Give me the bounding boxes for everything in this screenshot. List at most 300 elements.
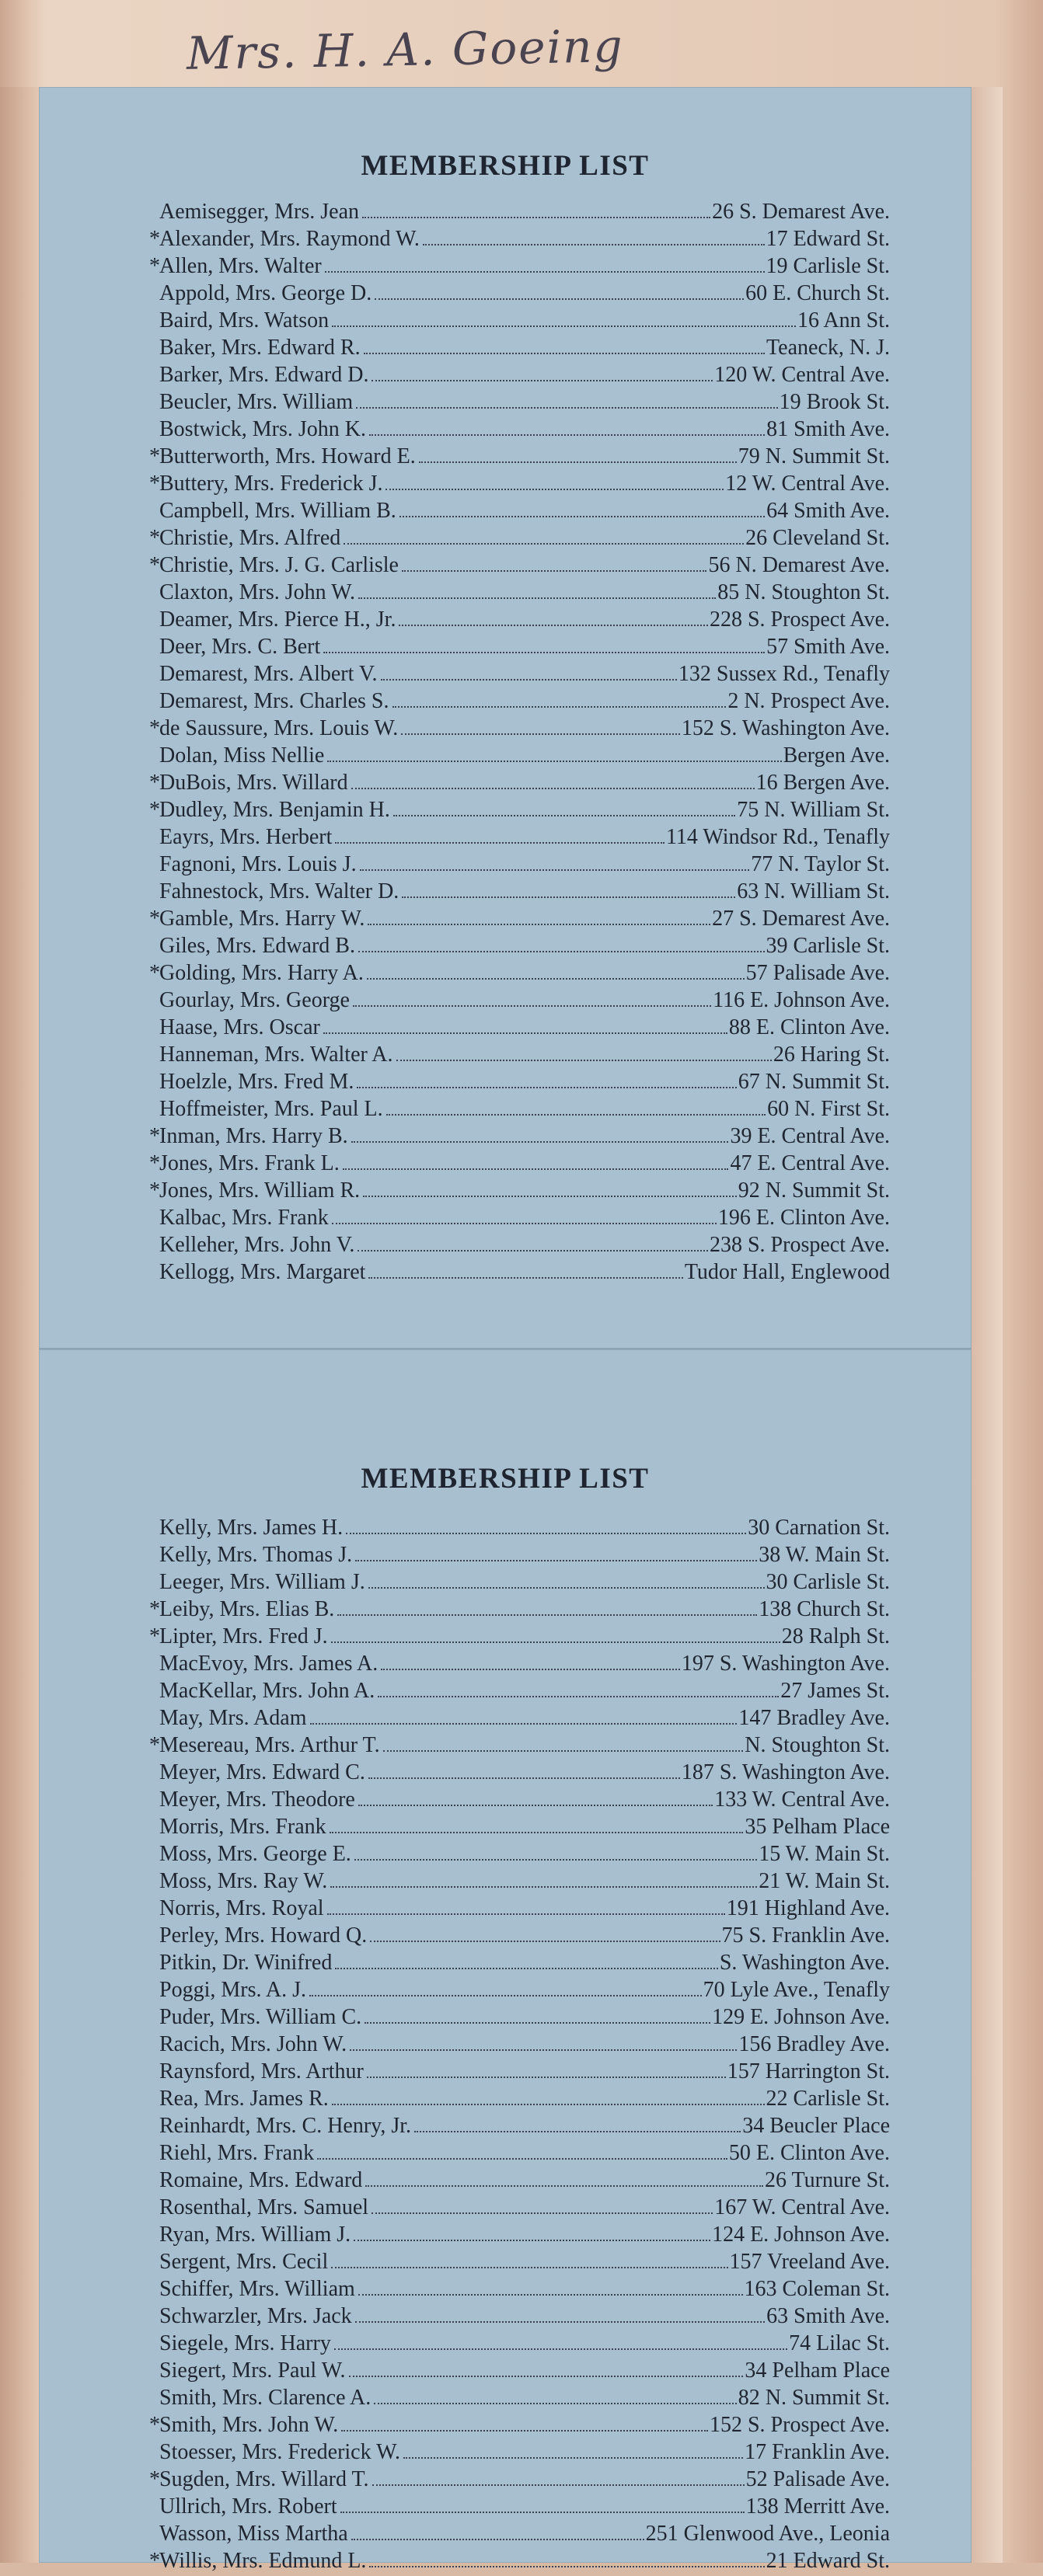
member-star-marker: * (149, 2467, 160, 2491)
leader-dots (358, 2294, 743, 2296)
member-name: Meyer, Mrs. Edward C. (159, 1760, 365, 1784)
member-address: 60 E. Church St. (745, 281, 890, 305)
member-star-marker: * (149, 227, 160, 251)
member-address: 163 Coleman St. (744, 2277, 890, 2301)
member-address: 35 Pelham Place (745, 1815, 890, 1839)
leader-dots (403, 2457, 743, 2459)
member-address: 21 Edward St. (766, 2549, 890, 2573)
leader-dots (309, 1995, 702, 1996)
leader-dots (358, 1805, 713, 1806)
member-name: Deamer, Mrs. Pierce H., Jr. (159, 607, 396, 632)
member-address: 28 Ralph St. (781, 1624, 890, 1648)
member-name: Christie, Mrs. J. G. Carlisle (159, 553, 399, 577)
leader-dots (360, 869, 750, 871)
member-entry (159, 1652, 890, 1679)
member-entry (159, 2059, 890, 2087)
leader-dots (375, 298, 744, 300)
member-name: Willis, Mrs. Edmund L. (159, 2549, 367, 2573)
member-name: Kelly, Mrs. Thomas J. (159, 1543, 353, 1567)
member-name: Demarest, Mrs. Albert V. (159, 662, 378, 686)
member-entry (159, 2168, 890, 2195)
member-address: 92 N. Summit St. (738, 1178, 890, 1203)
member-entry (149, 1733, 890, 1760)
leader-dots (325, 271, 765, 273)
member-entry (159, 988, 890, 1015)
leader-dots (393, 815, 735, 816)
member-name: Haase, Mrs. Oscar (159, 1015, 320, 1039)
member-name: Ullrich, Mrs. Robert (159, 2494, 337, 2519)
member-address: 251 Glenwood Ave., Leonia (645, 2522, 890, 2546)
member-entry (159, 580, 890, 607)
member-entry (159, 1896, 890, 1923)
member-entry (149, 254, 890, 281)
leader-dots (346, 1533, 746, 1534)
member-address: 50 E. Clinton Ave. (728, 2141, 890, 2165)
member-address: 67 N. Summit St. (738, 1070, 890, 1094)
leader-dots (370, 1941, 720, 1942)
member-address: 152 S. Prospect Ave. (709, 2413, 890, 2437)
leader-dots (369, 434, 765, 436)
leader-dots (399, 625, 708, 626)
member-entry (159, 1097, 890, 1124)
member-address: 52 Palisade Ave. (745, 2467, 890, 2491)
leader-dots (331, 2267, 727, 2268)
member-name: Hanneman, Mrs. Walter A. (159, 1043, 393, 1067)
member-entry (159, 2440, 890, 2467)
member-address: 60 N. First St. (767, 1097, 890, 1121)
member-name: Sugden, Mrs. Willard T. (159, 2467, 369, 2491)
member-entry (149, 526, 890, 553)
member-star-marker: * (149, 2413, 160, 2437)
leader-dots (374, 2403, 737, 2404)
member-name: Christie, Mrs. Alfred (159, 526, 341, 550)
member-name: Campbell, Mrs. William B. (159, 499, 396, 523)
member-address: 19 Brook St. (779, 390, 890, 414)
member-entry (159, 825, 890, 852)
leader-dots (368, 1777, 680, 1779)
member-address: Teaneck, N. J. (766, 336, 890, 360)
member-address: 70 Lyle Ave., Tenafly (703, 1978, 890, 2002)
member-name: Dudley, Mrs. Benjamin H. (159, 798, 390, 822)
member-entry (159, 2032, 890, 2059)
member-address: 157 Vreeland Ave. (729, 2250, 890, 2274)
leader-dots (402, 896, 735, 898)
member-entry (159, 2195, 890, 2223)
leader-dots (358, 1250, 708, 1251)
member-address: 120 W. Central Ave. (714, 363, 890, 387)
member-star-marker: * (149, 444, 160, 468)
member-address: 39 Carlisle St. (766, 934, 890, 958)
member-entry (159, 200, 890, 227)
member-star-marker: * (149, 798, 160, 822)
member-entry (159, 2331, 890, 2358)
leader-dots (332, 1223, 717, 1224)
member-entry (159, 1978, 890, 2005)
paper-left-edge (0, 87, 39, 2563)
member-address: 79 N. Summit St. (738, 444, 890, 468)
member-entry (149, 2467, 890, 2494)
member-name: Eayrs, Mrs. Herbert (159, 825, 333, 849)
leader-dots (356, 407, 777, 409)
member-name: Reinhardt, Mrs. C. Henry, Jr. (159, 2114, 412, 2138)
member-entry (159, 2223, 890, 2250)
member-name: Racich, Mrs. John W. (159, 2032, 347, 2056)
member-address: 238 S. Prospect Ave. (709, 1233, 890, 1257)
member-star-marker: * (149, 961, 160, 985)
member-name: Buttery, Mrs. Frederick J. (159, 472, 383, 496)
leader-dots (381, 679, 677, 681)
leader-dots (350, 2049, 737, 2051)
member-address: 2 N. Prospect Ave. (727, 689, 890, 713)
member-star-marker: * (149, 1597, 160, 1621)
member-name: Smith, Mrs. John W. (159, 2413, 339, 2437)
member-name: Butterworth, Mrs. Howard E. (159, 444, 416, 468)
member-address: 138 Church St. (759, 1597, 890, 1621)
member-star-marker: * (149, 526, 160, 550)
member-address: 27 James St. (780, 1679, 890, 1703)
member-address: Bergen Ave. (783, 743, 890, 768)
member-entry (159, 934, 890, 961)
member-address: 15 W. Main St. (759, 1842, 890, 1866)
member-name: Fahnestock, Mrs. Walter D. (159, 879, 399, 903)
member-address: 82 N. Summit St. (738, 2386, 890, 2410)
leader-dots (419, 461, 737, 463)
member-name: MacEvoy, Mrs. James A. (159, 1652, 378, 1676)
member-entry (159, 336, 890, 363)
leader-dots (368, 1587, 765, 1589)
leader-dots (335, 842, 665, 844)
member-entry (159, 1070, 890, 1097)
member-address: 114 Windsor Rd., Tenafly (665, 825, 890, 849)
member-entry (159, 1815, 890, 1842)
member-name: Leiby, Mrs. Elias B. (159, 1597, 335, 1621)
leader-dots (341, 2430, 708, 2432)
leader-dots (367, 978, 745, 980)
member-address: 147 Bradley Ave. (738, 1706, 890, 1730)
member-address: 85 N. Stoughton St. (717, 580, 890, 604)
leader-dots (423, 244, 765, 245)
member-address: 132 Sussex Rd., Tenafly (678, 662, 890, 686)
leader-dots (368, 1277, 682, 1279)
member-star-marker: * (149, 716, 160, 740)
member-name: Rosenthal, Mrs. Samuel (159, 2195, 369, 2219)
member-name: Kelleher, Mrs. John V. (159, 1233, 355, 1257)
member-address: 56 N. Demarest Ave. (708, 553, 890, 577)
member-star-marker: * (149, 907, 160, 931)
member-entry (159, 635, 890, 662)
leader-dots (335, 1968, 717, 1969)
member-entry (159, 1260, 890, 1287)
member-name: Moss, Mrs. Ray W. (159, 1869, 328, 1893)
member-address: 81 Smith Ave. (766, 417, 890, 441)
member-name: Pitkin, Dr. Winifred (159, 1951, 333, 1975)
member-entry (159, 607, 890, 635)
member-address: 75 S. Franklin Ave. (721, 1923, 890, 1948)
member-address: 30 Carlisle St. (766, 1570, 890, 1594)
member-entry (149, 716, 890, 743)
member-name: Appold, Mrs. George D. (159, 281, 372, 305)
member-name: Morris, Mrs. Frank (159, 1815, 326, 1839)
leader-dots (362, 217, 710, 218)
leader-dots (383, 1750, 744, 1752)
leader-dots (344, 543, 744, 545)
paper-right-edge (971, 87, 1003, 2563)
member-address: 63 N. William St. (737, 879, 890, 903)
member-address: 152 S. Washington Ave. (681, 716, 890, 740)
member-entry (159, 1788, 890, 1815)
member-entry (159, 2386, 890, 2413)
leader-dots (358, 951, 765, 952)
member-address: 30 Carnation St. (748, 1516, 890, 1540)
leader-dots (332, 325, 796, 327)
member-entry (149, 553, 890, 580)
leader-dots (369, 2566, 764, 2567)
member-address: 57 Smith Ave. (766, 635, 890, 659)
member-name: Deer, Mrs. C. Bert (159, 635, 321, 659)
member-star-marker: * (149, 1178, 160, 1203)
member-entry (159, 879, 890, 907)
member-entry (159, 1842, 890, 1869)
member-name: Perley, Mrs. Howard Q. (159, 1923, 368, 1948)
leader-dots (332, 2104, 765, 2105)
leader-dots (323, 1032, 727, 1034)
member-address: 19 Carlisle St. (766, 254, 890, 278)
member-address: 191 Highland Ave. (726, 1896, 890, 1920)
member-entry (149, 1178, 890, 1206)
leader-dots (353, 1005, 711, 1007)
member-address: 26 Cleveland St. (745, 526, 890, 550)
leader-dots (392, 706, 727, 708)
member-name: Siegert, Mrs. Paul W. (159, 2358, 346, 2383)
leader-dots (368, 924, 710, 925)
leader-dots (355, 1560, 757, 1561)
leader-dots (396, 1060, 772, 1061)
leader-dots (357, 1087, 736, 1088)
member-name: Golding, Mrs. Harry A. (159, 961, 364, 985)
member-address: 77 N. Taylor St. (751, 852, 890, 876)
leader-dots (330, 1832, 744, 1833)
member-entry (159, 281, 890, 308)
member-entry (159, 2005, 890, 2032)
member-name: Gourlay, Mrs. George (159, 988, 350, 1012)
leader-dots (386, 1114, 766, 1116)
leader-dots (365, 2022, 710, 2024)
member-address: 22 Carlisle St. (766, 2087, 890, 2111)
member-name: Sergent, Mrs. Cecil (159, 2250, 329, 2274)
member-name: Inman, Mrs. Harry B. (159, 1124, 348, 1148)
member-name: Kalbac, Mrs. Frank (159, 1206, 329, 1230)
member-name: Mesereau, Mrs. Arthur T. (159, 1733, 380, 1757)
member-address: 63 Smith Ave. (766, 2304, 890, 2328)
leader-dots (365, 2185, 763, 2187)
member-name: Siegele, Mrs. Harry (159, 2331, 331, 2355)
member-address: 12 W. Central Ave. (725, 472, 890, 496)
member-address: 38 W. Main St. (759, 1543, 890, 1567)
member-name: Puder, Mrs. William C. (159, 2005, 362, 2029)
leader-dots (354, 1859, 757, 1861)
member-address: 228 S. Prospect Ave. (709, 607, 890, 632)
member-name: Wasson, Miss Martha (159, 2522, 348, 2546)
leader-dots (343, 1168, 729, 1170)
member-entry (159, 852, 890, 879)
member-name: Rea, Mrs. James R. (159, 2087, 329, 2111)
member-address: 34 Pelham Place (745, 2358, 890, 2383)
member-entry (159, 2494, 890, 2522)
member-entry (159, 2114, 890, 2141)
membership-list-top (149, 200, 890, 1287)
leader-dots (358, 597, 716, 599)
member-name: de Saussure, Mrs. Louis W. (159, 716, 399, 740)
member-name: Raynsford, Mrs. Arthur (159, 2059, 364, 2083)
membership-list-bottom (149, 1516, 890, 2576)
leader-dots (372, 2484, 745, 2486)
member-name: Leeger, Mrs. William J. (159, 1570, 365, 1594)
leader-dots (414, 2131, 741, 2132)
member-name: Hoffmeister, Mrs. Paul L. (159, 1097, 383, 1121)
member-entry (159, 743, 890, 771)
member-entry (149, 961, 890, 988)
leader-dots (364, 353, 765, 354)
member-name: Giles, Mrs. Edward B. (159, 934, 355, 958)
member-star-marker: * (149, 553, 160, 577)
leader-dots (385, 489, 724, 490)
member-entry (149, 1151, 890, 1178)
member-address: 187 S. Washington Ave. (681, 1760, 890, 1784)
member-entry (149, 1124, 890, 1151)
member-entry (149, 472, 890, 499)
member-star-marker: * (149, 254, 160, 278)
member-entry (159, 1706, 890, 1733)
leader-dots (381, 1669, 680, 1670)
member-address: 57 Palisade Ave. (745, 961, 890, 985)
member-address: 157 Harrington St. (727, 2059, 890, 2083)
member-address: 133 W. Central Ave. (714, 1788, 890, 1812)
member-address: 64 Smith Ave. (766, 499, 890, 523)
leader-dots (340, 2512, 745, 2513)
leader-dots (327, 761, 781, 762)
member-name: Schwarzler, Mrs. Jack (159, 2304, 352, 2328)
member-name: Barker, Mrs. Edward D. (159, 363, 369, 387)
member-entry (159, 662, 890, 689)
member-address: 156 Bradley Ave. (738, 2032, 890, 2056)
member-address: 197 S. Washington Ave. (681, 1652, 890, 1676)
member-entry (159, 1516, 890, 1543)
member-entry (149, 1597, 890, 1624)
member-entry (159, 417, 890, 444)
member-entry (149, 798, 890, 825)
member-name: Beucler, Mrs. William (159, 390, 354, 414)
member-entry (159, 390, 890, 417)
leader-dots (331, 1641, 780, 1643)
member-name: Claxton, Mrs. John W. (159, 580, 356, 604)
member-name: Norris, Mrs. Royal (159, 1896, 324, 1920)
member-name: Bostwick, Mrs. John K. (159, 417, 367, 441)
member-name: Demarest, Mrs. Charles S. (159, 689, 389, 713)
member-star-marker: * (149, 1733, 160, 1757)
member-entry (159, 1043, 890, 1070)
leader-dots (399, 516, 765, 517)
member-name: Hoelzle, Mrs. Fred M. (159, 1070, 354, 1094)
member-entry (149, 1624, 890, 1652)
member-entry (159, 308, 890, 336)
member-star-marker: * (149, 771, 160, 795)
member-entry (149, 444, 890, 472)
leader-dots (378, 1696, 779, 1697)
member-address: 47 E. Central Ave. (730, 1151, 890, 1175)
member-address: 129 E. Johnson Ave. (712, 2005, 890, 2029)
member-name: Fagnoni, Mrs. Louis J. (159, 852, 357, 876)
member-entry (159, 2087, 890, 2114)
leader-dots (363, 1196, 737, 1197)
leader-dots (355, 2321, 765, 2323)
member-entry (159, 1015, 890, 1043)
leader-dots (401, 733, 680, 735)
member-name: Romaine, Mrs. Edward (159, 2168, 363, 2192)
membership-list-title: MEMBERSHIP LIST (361, 1463, 650, 1495)
member-name: Jones, Mrs. Frank L. (159, 1151, 340, 1175)
member-entry (159, 2304, 890, 2331)
membership-card-top (39, 87, 971, 1349)
leader-dots (323, 652, 765, 653)
member-entry (149, 227, 890, 254)
member-address: 26 Turnure St. (764, 2168, 890, 2192)
member-entry (159, 1206, 890, 1233)
member-name: May, Mrs. Adam (159, 1706, 307, 1730)
member-address: 116 E. Johnson Ave. (713, 988, 890, 1012)
member-star-marker: * (149, 1624, 160, 1648)
member-name: Gamble, Mrs. Harry W. (159, 907, 365, 931)
member-address: 88 E. Clinton Ave. (728, 1015, 890, 1039)
member-name: MacKellar, Mrs. John A. (159, 1679, 375, 1703)
member-name: Moss, Mrs. George E. (159, 1842, 351, 1866)
member-name: Ryan, Mrs. William J. (159, 2223, 351, 2247)
member-address: 167 W. Central Ave. (714, 2195, 890, 2219)
member-name: Jones, Mrs. William R. (159, 1178, 361, 1203)
member-address: Tudor Hall, Englewood (684, 1260, 890, 1284)
member-entry (159, 499, 890, 526)
member-entry (159, 1951, 890, 1978)
member-star-marker: * (149, 472, 160, 496)
leader-dots (354, 2240, 710, 2241)
member-entry (149, 2413, 890, 2440)
member-address: 124 E. Johnson Ave. (712, 2223, 890, 2247)
member-address: 17 Franklin Ave. (745, 2440, 890, 2464)
member-address: 16 Bergen Ave. (755, 771, 890, 795)
member-entry (159, 2522, 890, 2549)
member-address: 16 Ann St. (797, 308, 890, 332)
member-entry (159, 2250, 890, 2277)
member-entry (159, 2358, 890, 2386)
member-address: 17 Edward St. (766, 227, 890, 251)
leader-dots (327, 1913, 725, 1915)
member-name: Riehl, Mrs. Frank (159, 2141, 315, 2165)
member-star-marker: * (149, 2549, 160, 2573)
member-name: Meyer, Mrs. Theodore (159, 1788, 355, 1812)
leader-dots (351, 2539, 644, 2540)
member-address: S. Washington Ave. (719, 1951, 890, 1975)
member-name: Dolan, Miss Nellie (159, 743, 325, 768)
member-name: Schiffer, Mrs. William (159, 2277, 355, 2301)
handwritten-signature: Mrs. H. A. Goeing (186, 19, 625, 80)
leader-dots (367, 2076, 726, 2078)
member-entry (159, 1869, 890, 1896)
member-address: 75 N. William St. (737, 798, 890, 822)
member-entry (159, 2277, 890, 2304)
leader-dots (330, 1886, 757, 1888)
leader-dots (402, 570, 706, 572)
member-entry (159, 1543, 890, 1570)
membership-list-title: MEMBERSHIP LIST (361, 150, 650, 182)
